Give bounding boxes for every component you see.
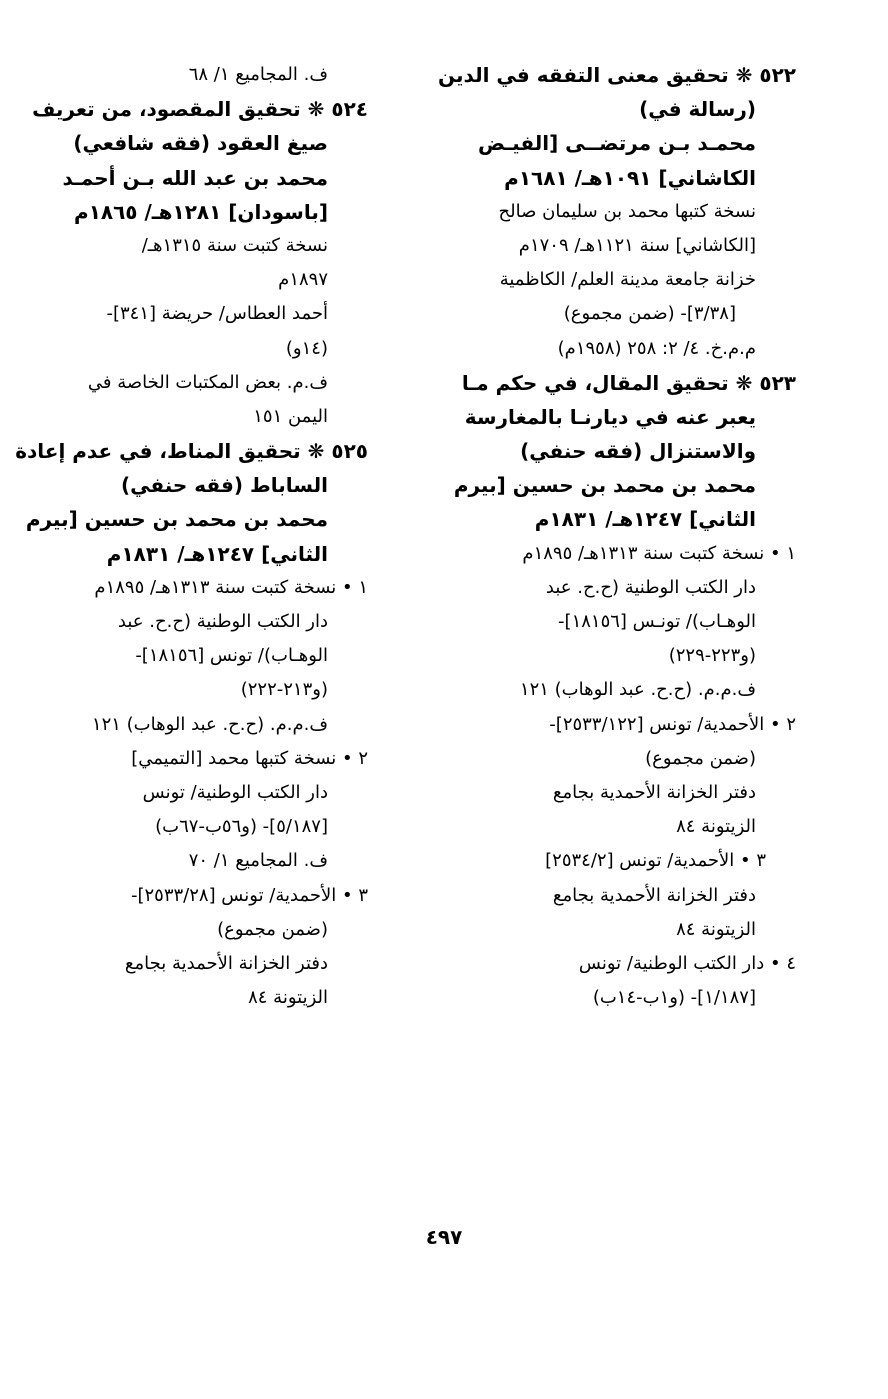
text-line: [٥/١٨٧]- (و٥٦ب-٦٧ب) <box>155 816 328 838</box>
text-line: نسخة كتبها محمد بن سليمان صالح <box>498 200 756 222</box>
text-line: الثاني] ١٢٤٧هـ/ ١٨٣١م <box>106 541 328 566</box>
text-line: اليمن ١٥١ <box>253 405 328 427</box>
text-line: الكاشاني] ١٠٩١هـ/ ١٦٨١م <box>504 165 756 190</box>
text-line: نسخة كتبت سنة ١٣١٥هـ/ <box>141 234 328 256</box>
text-line: أحمد العطاس/ حريضة [٣٤١]- <box>106 303 328 325</box>
text-line: ف. المجاميع ١/ ٧٠ <box>188 850 328 872</box>
text-line: [١/١٨٧]- (و١ب-١٤ب) <box>592 987 756 1009</box>
text-line: ٤ • دار الكتب الوطنية/ تونس <box>578 952 796 974</box>
text-line: ٥٢٥ ❋ تحقيق المناط، في عدم إعادة <box>15 439 368 464</box>
text-line: الوهـاب)/ تونـس [١٨١٥٦]- <box>558 611 756 632</box>
text-line: ف. المجاميع ١/ ٦٨ <box>188 64 328 85</box>
text-line: والاستنزال (فقه حنفي) <box>520 439 756 464</box>
text-line: ف.م.م. (ح.ح. عبد الوهاب) ١٢١ <box>91 713 328 735</box>
text-line: دار الكتب الوطنية (ح.ح. عبد <box>117 611 328 632</box>
text-line: ٢ • الأحمدية/ تونس [٢٥٣٣/١٢٢]- <box>549 713 796 735</box>
text-line: دار الكتب الوطنية (ح.ح. عبد <box>545 576 756 598</box>
text-line: [٣/٣٨]- (ضمن مجموع) <box>563 303 736 325</box>
text-line: ١٨٩٧م <box>278 269 328 291</box>
text-line: ٥٢٢ ❋ تحقيق معنى التفقه في الدين <box>438 63 796 87</box>
text-line: يعبر عنه في ديارنـا بالمغارسة <box>464 404 756 429</box>
text-line: محمد بن عبد الله بـن أحمـد <box>62 165 328 190</box>
text-line: الوهـاب)/ تونس [١٨١٥٦]- <box>135 645 328 667</box>
text-line: محمد بن محمد بن حسين [بيرم <box>453 473 756 498</box>
text-line: محمد بن محمد بن حسين [بيرم <box>25 507 328 532</box>
left-column <box>15 58 368 1015</box>
text-line: ف.م. بعض المكتبات الخاصة في <box>87 371 328 393</box>
text-line: (و٢٢٣-٢٢٩) <box>668 645 756 667</box>
text-line: الساباط (فقه حنفي) <box>120 473 328 498</box>
text-line: خزانة جامعة مدينة العلم/ الكاظمية <box>499 269 756 291</box>
text-line: ٥٢٤ ❋ تحقيق المقصود، من تعريف <box>32 97 368 122</box>
text-line: (و٢١٣-٢٢٢) <box>240 679 328 701</box>
text-line: (١٤و) <box>285 337 328 359</box>
text-line: ١ • نسخة كتبت سنة ١٣١٣هـ/ ١٨٩٥م <box>522 542 796 564</box>
text-line: محمـد بـن مرتضــى [الفيـض <box>478 131 756 156</box>
text-line: الزيتونة ٨٤ <box>248 987 328 1009</box>
text-line: دفتر الخزانة الأحمدية بجامع <box>552 781 756 803</box>
right-column <box>438 58 796 1015</box>
text-line: الزيتونة ٨٤ <box>676 918 756 940</box>
text-line: [باسودان] ١٢٨١هـ/ ١٨٦٥م <box>74 199 328 224</box>
text-line: [الكاشاني] سنة ١١٢١هـ/ ١٧٠٩م <box>518 234 756 256</box>
text-line: دفتر الخزانة الأحمدية بجامع <box>552 884 756 906</box>
text-line: صيغ العقود (فقه شافعي) <box>73 131 328 156</box>
text-line: دفتر الخزانة الأحمدية بجامع <box>124 952 328 974</box>
text-line: ٣ • الأحمدية/ تونس [٢٥٣٤/٢] <box>545 850 766 872</box>
text-line: ٢ • نسخة كتبها محمد [التميمي] <box>131 747 368 769</box>
text-line: ١ • نسخة كتبت سنة ١٣١٣هـ/ ١٨٩٥م <box>94 576 368 598</box>
text-line: الزيتونة ٨٤ <box>676 816 756 838</box>
text-line: ٣ • الأحمدية/ تونس [٢٥٣٣/٢٨]- <box>130 884 368 906</box>
text-line: دار الكتب الوطنية/ تونس <box>142 781 328 803</box>
text-line: ٥٢٣ ❋ تحقيق المقال، في حكم مـا <box>461 370 796 395</box>
text-line: م.م.خ. ٤/ ٢: ٢٥٨ (١٩٥٨م) <box>557 337 756 359</box>
page-number: ٤٩٧ <box>425 1225 463 1249</box>
text-line: الثاني] ١٢٤٧هـ/ ١٨٣١م <box>534 507 756 532</box>
text-line: (رسالة في) <box>639 97 756 122</box>
text-line: ف.م.م. (ح.ح. عبد الوهاب) ١٢١ <box>519 679 756 701</box>
text-line: (ضمن مجموع) <box>645 747 756 769</box>
text-line: (ضمن مجموع) <box>217 918 328 940</box>
